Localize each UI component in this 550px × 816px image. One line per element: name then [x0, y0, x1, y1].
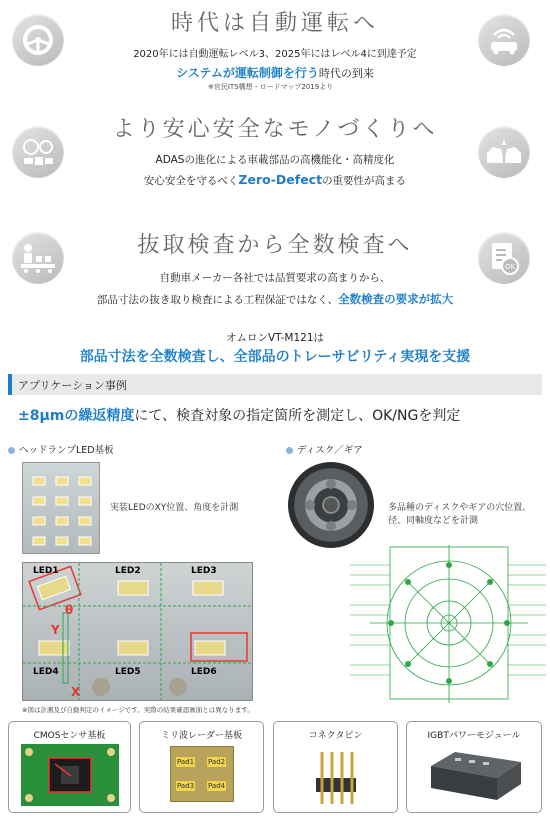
- gear-measurement-drawing: [350, 545, 546, 703]
- source-note: ※官民ITS構想・ロードマップ2019より: [208, 83, 334, 91]
- pad4-label: Pad4: [208, 782, 226, 790]
- headlamp-description: 実装LEDのXY位置、角度を計測: [110, 503, 239, 513]
- section2-heading: より安心安全なモノづくりへ: [112, 117, 438, 142]
- zero-defect-text: Zero-Defect: [238, 172, 323, 187]
- precision-rest: にて、検査対象の指定箇所を測定し、OK/NGを判定: [134, 408, 461, 424]
- section1-line2: [0, 64, 550, 81]
- section2-line2: [0, 172, 550, 188]
- section1-line2-rest: 時代の到来: [318, 67, 374, 80]
- disc-description-1: 多品種のディスクやギアの穴位置、: [388, 503, 532, 513]
- cmos-sensor-card: [8, 721, 131, 813]
- cmos-sensor-label: CMOSセンサ基板: [33, 731, 106, 741]
- disc-title-text: ディスク／ギア: [297, 445, 363, 456]
- headlamp-title-text: ヘッドランプLED基板: [19, 445, 114, 456]
- application-title: アプリケーション事例: [18, 379, 127, 392]
- led1-label: LED1: [33, 566, 59, 576]
- section3-emphasis: 全数検査の要求が拡大: [338, 292, 454, 306]
- led-measurement-image: [22, 562, 253, 701]
- igbt-module-card: [406, 721, 542, 813]
- section3-line1: 自動車メーカー各社では品質要求の高まりから、: [159, 272, 391, 284]
- precision-line: [18, 405, 460, 425]
- connector-pin-label: コネクタピン: [308, 731, 363, 741]
- pad2-label: Pad2: [208, 758, 226, 766]
- section1-emphasis: システムが運転制御を行う: [176, 66, 319, 80]
- pad3-label: Pad3: [177, 782, 195, 790]
- section1-heading: 時代は自動運転へ: [170, 11, 379, 36]
- mmwave-radar-label: ミリ波レーダー基板: [160, 731, 242, 741]
- product-tagline: 部品寸法を全数検査し、全部品のトレーサビリティ実現を支援: [79, 349, 471, 365]
- precision-emphasis: ±8μmの繰返精度: [18, 408, 135, 424]
- section3-heading: 抜取検査から全数検査へ: [137, 233, 413, 258]
- product-name: オムロンVT-M121は: [225, 332, 325, 344]
- section2-line1: ADASの進化による車載部品の高機能化・高精度化: [155, 154, 395, 166]
- clutch-disc-image: [288, 462, 374, 548]
- svg-text:OK: OK: [504, 263, 516, 271]
- theta-label: θ: [65, 603, 74, 617]
- led6-label: LED6: [191, 667, 217, 677]
- section2-line2-post: の重要性が高まる: [322, 175, 407, 187]
- pad1-label: Pad1: [177, 758, 195, 766]
- disc-title: [286, 442, 363, 456]
- headlamp-board-image: [22, 462, 100, 554]
- cmos-sensor-image: [21, 744, 119, 806]
- mmwave-radar-card: [139, 721, 264, 813]
- led3-label: LED3: [191, 566, 217, 576]
- igbt-module-image: [425, 748, 525, 804]
- section2-line2-pre: 安心安全を守るべく: [143, 175, 239, 187]
- led4-label: LED4: [33, 667, 59, 677]
- led5-label: LED5: [115, 667, 141, 677]
- mmwave-radar-image: [170, 746, 234, 802]
- connector-pin-card: [273, 721, 398, 813]
- image-note: ※図は計測及び自動判定のイメージです。実際の結果確認画面とは異なります。: [22, 706, 254, 714]
- axis-x-label: X: [71, 685, 81, 699]
- headlamp-title: [8, 442, 114, 456]
- igbt-module-label: IGBTパワーモジュール: [427, 731, 521, 741]
- axis-y-label: Y: [51, 623, 60, 637]
- section1-line1: 2020年には自動運転レベル3、2025年にはレベル4に到達予定: [133, 49, 417, 60]
- led2-label: LED2: [115, 566, 141, 576]
- section3-line2: [0, 291, 550, 307]
- section3-line2-pre: 部品寸法の抜き取り検査による工程保証ではなく、: [96, 294, 339, 306]
- connector-pin-image: [312, 744, 360, 808]
- disc-description-2: 径、同軸度などを計測: [388, 516, 479, 526]
